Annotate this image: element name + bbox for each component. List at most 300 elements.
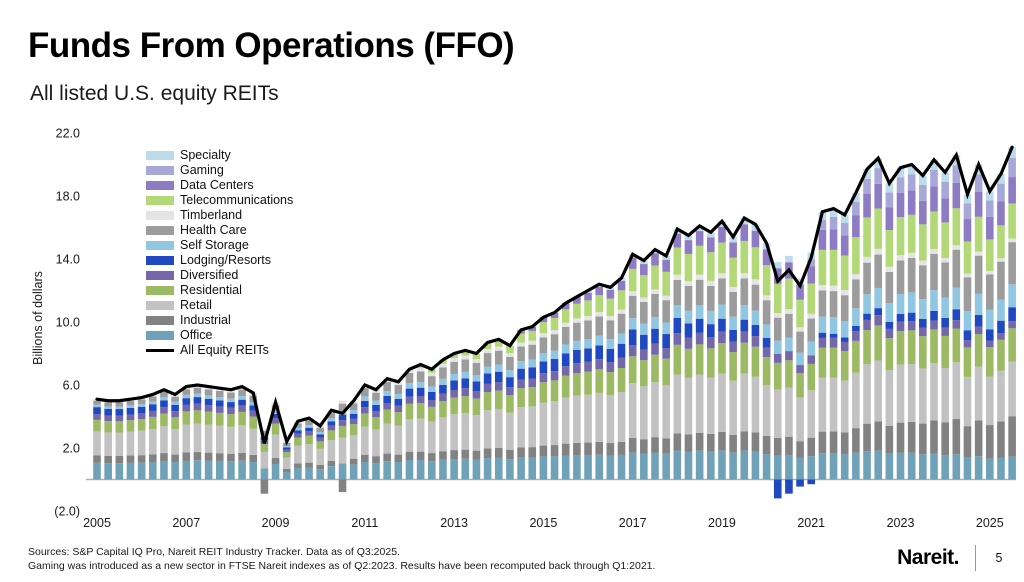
bar-segment-lodging-resorts [997, 321, 1005, 333]
bar-segment-industrial [406, 452, 414, 460]
bar-segment-lodging-resorts [874, 308, 882, 315]
bar-segment-residential [975, 334, 983, 366]
bar-segment-lodging-resorts [908, 313, 916, 321]
bar-segment-self-storage [238, 396, 246, 400]
bar-segment-retail [562, 398, 570, 444]
bar-segment-industrial [651, 437, 659, 452]
bar-segment-diversified [205, 405, 213, 412]
legend-label: Lodging/Resorts [180, 253, 272, 267]
bar-segment-diversified [473, 391, 481, 399]
bar-segment-retail [573, 396, 581, 443]
bar-segment-lodging-resorts [149, 404, 157, 411]
bar-segment-data-centers [908, 190, 916, 214]
bar-segment-office [863, 451, 871, 479]
bar-segment-lodging-resorts [439, 385, 447, 394]
bar-segment-data-centers [696, 231, 704, 246]
bar-segment-self-storage [807, 341, 815, 355]
bar-segment-data-centers [919, 201, 927, 225]
bar-segment-office [662, 453, 670, 479]
bar-segment-health-care [651, 294, 659, 317]
bar-segment-office [953, 454, 961, 479]
bar-segment-industrial [517, 447, 525, 457]
bar-segment-telecommunications [919, 224, 927, 260]
bar-segment-office [461, 459, 469, 480]
bar-segment-industrial [573, 443, 581, 455]
bar-segment-data-centers [1008, 177, 1016, 203]
x-tick-label: 2015 [529, 516, 558, 530]
bar-segment-diversified [718, 332, 726, 343]
bar-segment-office [640, 454, 648, 480]
bar-segment-residential [707, 348, 715, 377]
bar-segment-health-care [517, 347, 525, 362]
bar-segment-office [975, 456, 983, 479]
bar-segment-industrial [595, 442, 603, 455]
bar-segment-gaming [964, 203, 972, 219]
bar-segment-residential [182, 411, 190, 424]
bar-segment-diversified [607, 362, 615, 372]
bar-segment-industrial [975, 420, 983, 456]
bar-segment-health-care [897, 260, 905, 294]
bar-segment-lodging-resorts [696, 319, 704, 333]
bar-segment-self-storage [740, 305, 748, 319]
bar-segment-office [116, 463, 124, 479]
bar-segment-timberland [573, 318, 581, 322]
bar-segment-health-care [395, 385, 403, 394]
legend-color-swatch [146, 166, 174, 175]
bar-segment-self-storage [863, 294, 871, 313]
bar-segment-self-storage [93, 405, 101, 407]
bar-segment-health-care [138, 400, 146, 405]
bar-segment-self-storage [852, 308, 860, 326]
bar-segment-self-storage [819, 317, 827, 333]
bar-segment-health-care [528, 345, 536, 360]
bar-segment-health-care [540, 337, 548, 353]
bar-segment-timberland [674, 275, 682, 280]
bar-segment-industrial [941, 423, 949, 456]
bar-segment-telecommunications [752, 247, 760, 279]
bar-segment-timberland [562, 323, 570, 327]
bar-segment-lodging-resorts [484, 374, 492, 384]
bar-segment-retail [674, 375, 682, 434]
bar-segment-residential [551, 380, 559, 401]
bar-segment-office [807, 456, 815, 479]
legend-item-telecommunications [146, 193, 293, 208]
bar-segment-industrial [1008, 416, 1016, 456]
bar-segment-health-care [785, 314, 793, 338]
bar-segment-diversified [305, 431, 313, 435]
bar-segment-self-storage [138, 404, 146, 407]
bar-segment-industrial [540, 446, 548, 457]
bar-segment-residential [607, 372, 615, 395]
legend-item-gaming [146, 163, 293, 178]
legend-item-all-equity-reits [146, 343, 293, 358]
bar-segment-diversified [662, 348, 670, 359]
bar-segment-industrial [807, 438, 815, 457]
bar-segment-data-centers [729, 243, 737, 258]
bar-segment-health-care [127, 401, 135, 405]
bar-segment-health-care [473, 363, 481, 375]
bar-segment-telecommunications [740, 241, 748, 273]
bar-segment-gaming [997, 184, 1005, 202]
page-number-divider [975, 545, 976, 571]
bar-segment-timberland [785, 309, 793, 314]
bar-segment-industrial [361, 455, 369, 462]
bar-segment-industrial [417, 452, 425, 460]
bar-segment-timberland [685, 281, 693, 286]
bar-segment-retail [964, 377, 972, 426]
bar-segment-industrial [551, 445, 559, 456]
legend-line-swatch [146, 349, 174, 353]
bar-segment-lodging-resorts [194, 397, 202, 404]
bar-segment-diversified [830, 338, 838, 348]
bar-segment-industrial [93, 455, 101, 463]
y-tick-label: 2.0 [62, 441, 80, 456]
bar-segment-timberland [696, 275, 704, 280]
bar-segment-diversified [841, 342, 849, 351]
bar-segment-gaming [919, 185, 927, 201]
bar-segment-health-care [506, 357, 514, 370]
bar-segment-office [450, 459, 458, 479]
bar-segment-industrial [930, 420, 938, 453]
bar-segment-office [272, 464, 280, 480]
bar-segment-retail [975, 367, 983, 421]
bar-segment-timberland [707, 281, 715, 286]
bar-segment-retail [283, 458, 291, 469]
y-tick-label: 10.0 [55, 315, 80, 330]
bar-segment-self-storage [830, 317, 838, 334]
legend-item-specialty [146, 148, 293, 163]
legend-item-industrial [146, 313, 293, 328]
legend-color-swatch [146, 271, 174, 280]
bar-segment-industrial [238, 453, 246, 461]
bar-segment-retail [841, 380, 849, 432]
bar-segment-retail [718, 374, 726, 432]
bar-segment-lodging-resorts [551, 359, 559, 371]
bar-segment-industrial [618, 442, 626, 455]
bar-segment-office [763, 454, 771, 479]
bar-segment-industrial [852, 428, 860, 453]
bar-segment-residential [205, 412, 213, 425]
bar-segment-office [171, 462, 179, 479]
bar-segment-self-storage [227, 399, 235, 402]
bar-segment-lodging-resorts [707, 324, 715, 337]
bar-segment-office [361, 462, 369, 479]
bar-segment-office [651, 452, 659, 479]
bar-segment-lodging-resorts [450, 380, 458, 390]
bar-segment-industrial [116, 456, 124, 463]
bar-segment-diversified [506, 387, 514, 395]
bar-segment-self-storage [171, 402, 179, 405]
page-number: 5 [995, 551, 1003, 565]
bar-segment-lodging-resorts [339, 415, 347, 420]
bar-segment-timberland [807, 314, 815, 319]
bar-segment-self-storage [506, 370, 514, 377]
bar-segment-diversified [886, 329, 894, 338]
bar-segment-office [796, 458, 804, 480]
bar-segment-health-care [841, 295, 849, 321]
bar-segment-office [886, 453, 894, 479]
bar-segment-retail [328, 440, 336, 461]
legend-item-retail [146, 298, 293, 313]
bar-segment-lodging-resorts [216, 400, 224, 406]
bar-segment-lodging-resorts [238, 400, 246, 406]
bar-segment-timberland [540, 333, 548, 337]
bar-segment-office [551, 456, 559, 479]
bar-segment-office [506, 459, 514, 479]
bar-segment-telecommunications [785, 279, 793, 309]
bar-segment-residential [495, 391, 503, 409]
bar-segment-retail [874, 360, 882, 421]
bar-segment-residential [406, 404, 414, 419]
bar-segment-office [819, 453, 827, 479]
bar-segment-retail [116, 432, 124, 455]
bar-segment-health-care [629, 296, 637, 318]
bar-segment-self-storage [874, 288, 882, 308]
bar-segment-data-centers [640, 264, 648, 275]
bar-segment-timberland [964, 274, 972, 278]
y-tick-label: (2.0) [54, 504, 80, 519]
bar-segment-health-care [975, 256, 983, 294]
bar-segment-industrial [819, 432, 827, 454]
bar-segment-timberland [417, 368, 425, 372]
bar-segment-self-storage [964, 311, 972, 330]
bar-segment-health-care [718, 278, 726, 304]
bar-segment-telecommunications [595, 295, 603, 312]
bar-segment-gaming [941, 182, 949, 198]
bar-segment-retail [350, 435, 358, 459]
bar-segment-office [383, 461, 391, 479]
bar-segment-diversified [685, 338, 693, 349]
bar-segment-diversified [763, 347, 771, 357]
page-title: Funds From Operations (FFO) [28, 26, 515, 65]
bar-segment-health-care [986, 274, 994, 309]
bar-segment-retail [372, 429, 380, 456]
bar-segment-retail [830, 378, 838, 432]
bar-segment-data-centers [595, 287, 603, 295]
y-tick-label: 6.0 [62, 378, 80, 393]
bar-segment-telecommunications [975, 217, 983, 252]
legend-item-health-care [146, 223, 293, 238]
bar-segment-self-storage [149, 401, 157, 404]
bar-segment-data-centers [819, 230, 827, 250]
bar-segment-timberland [450, 358, 458, 362]
bar-segment-timberland [863, 257, 871, 263]
bar-segment-self-storage [997, 300, 1005, 321]
bar-segment-retail [807, 390, 815, 437]
bar-segment-gaming [830, 217, 838, 229]
bar-segment-residential [395, 412, 403, 425]
bar-segment-negative-industrial [261, 480, 269, 494]
bar-segment-office [919, 454, 927, 479]
bar-segment-office [752, 452, 760, 480]
bar-segment-office [997, 458, 1005, 480]
bar-segment-health-care [116, 402, 124, 406]
bar-segment-health-care [205, 389, 213, 395]
bar-segment-health-care [997, 262, 1005, 300]
bar-segment-diversified [629, 345, 637, 356]
bar-segment-data-centers [930, 187, 938, 212]
bar-segment-self-storage [718, 305, 726, 319]
x-tick-label: 2017 [618, 516, 647, 530]
bar-segment-timberland [718, 273, 726, 278]
legend-label: Specialty [180, 148, 231, 162]
bar-segment-telecommunications [908, 215, 916, 253]
bar-segment-lodging-resorts [718, 319, 726, 332]
bar-segment-gaming [908, 174, 916, 190]
bar-segment-office [328, 466, 336, 479]
bar-segment-retail [763, 385, 771, 436]
bar-segment-industrial [707, 434, 715, 452]
bar-segment-industrial [350, 459, 358, 465]
bar-segment-industrial [372, 456, 380, 463]
bar-segment-gaming [886, 193, 894, 208]
bar-segment-lodging-resorts [104, 409, 112, 416]
bar-segment-industrial [428, 453, 436, 461]
bar-segment-office [852, 453, 860, 480]
bar-segment-diversified [752, 336, 760, 347]
bar-segment-telecommunications [573, 304, 581, 319]
bar-segment-retail [908, 364, 916, 422]
bar-segment-lodging-resorts [975, 315, 983, 327]
bar-segment-telecommunications [674, 248, 682, 275]
bar-segment-industrial [227, 454, 235, 462]
bar-segment-industrial [718, 432, 726, 451]
bar-segment-industrial [495, 448, 503, 458]
bar-segment-residential [506, 395, 514, 412]
bar-segment-residential [752, 347, 760, 377]
x-tick-label: 2023 [886, 516, 915, 530]
bar-segment-residential [1008, 328, 1016, 361]
bar-segment-retail [450, 414, 458, 450]
bar-segment-health-care [484, 353, 492, 366]
bar-segment-timberland [841, 290, 849, 295]
bar-segment-office [104, 463, 112, 479]
bar-segment-health-care [729, 292, 737, 317]
bar-segment-lodging-resorts [595, 345, 603, 359]
bar-segment-health-care [439, 367, 447, 378]
bar-segment-data-centers [662, 260, 670, 272]
bar-segment-timberland [618, 310, 626, 314]
bar-segment-residential [272, 424, 280, 435]
bar-segment-diversified [584, 362, 592, 372]
y-tick-label: 22.0 [55, 126, 80, 141]
bar-segment-residential [662, 359, 670, 386]
bar-segment-office [339, 463, 347, 479]
bar-segment-health-care [740, 279, 748, 306]
x-tick-label: 2009 [261, 516, 290, 530]
bar-segment-residential [874, 325, 882, 360]
bar-segment-health-care [607, 320, 615, 339]
bar-segment-retail [886, 370, 894, 426]
bar-segment-industrial [316, 465, 324, 469]
bar-segment-residential [618, 368, 626, 392]
bar-segment-diversified [551, 371, 559, 380]
bar-segment-timberland [941, 258, 949, 262]
bar-segment-diversified [874, 315, 882, 325]
bar-segment-office [629, 453, 637, 480]
bar-segment-retail [528, 406, 536, 447]
bar-segment-lodging-resorts [283, 447, 291, 449]
bar-segment-retail [495, 409, 503, 448]
legend-label: Data Centers [180, 178, 254, 192]
bar-segment-diversified [953, 320, 961, 328]
bar-segment-telecommunications [830, 250, 838, 286]
bar-segment-self-storage [1008, 284, 1016, 307]
bar-segment-diversified [93, 414, 101, 420]
bar-segment-data-centers [941, 198, 949, 222]
bar-segment-retail [216, 426, 224, 453]
brand-block [897, 543, 1006, 573]
bar-segment-industrial [127, 456, 135, 463]
bar-segment-health-care [886, 272, 894, 303]
bar-segment-self-storage [205, 395, 213, 398]
legend-label: Health Care [180, 223, 247, 237]
bar-segment-diversified [707, 337, 715, 348]
bar-segment-negative-lodging-resorts [796, 480, 804, 487]
bar-segment-office [428, 461, 436, 479]
bar-segment-self-storage [406, 383, 414, 388]
bar-segment-residential [584, 372, 592, 395]
bar-segment-telecommunications [953, 208, 961, 245]
bar-segment-lodging-resorts [495, 372, 503, 383]
bar-segment-retail [361, 427, 369, 455]
bar-segment-health-care [752, 285, 760, 311]
x-tick-label: 2025 [975, 516, 1004, 530]
footer-notes [28, 545, 655, 573]
bar-segment-residential [383, 410, 391, 424]
bar-segment-lodging-resorts [986, 329, 994, 340]
bar-segment-timberland [461, 355, 469, 359]
bar-segment-health-care [930, 254, 938, 290]
bar-segment-self-storage [473, 375, 481, 381]
bar-segment-office [283, 472, 291, 480]
bar-segment-self-storage [595, 336, 603, 346]
bar-segment-self-storage [283, 446, 291, 448]
bar-segment-health-care [171, 397, 179, 402]
bar-segment-telecommunications [874, 208, 882, 248]
bar-segment-retail [863, 364, 871, 424]
bar-segment-industrial [662, 438, 670, 453]
bar-segment-negative-lodging-resorts [774, 480, 782, 499]
bar-segment-diversified [361, 407, 369, 413]
bar-segment-office [372, 463, 380, 479]
bar-segment-telecommunications [807, 283, 815, 313]
bar-segment-self-storage [696, 305, 704, 318]
bar-segment-lodging-resorts [540, 361, 548, 373]
bar-segment-lodging-resorts [160, 400, 168, 407]
bar-segment-lodging-resorts [852, 326, 860, 331]
bar-segment-diversified [908, 321, 916, 330]
bar-segment-office [540, 457, 548, 480]
bar-segment-residential [852, 341, 860, 373]
bar-segment-retail [506, 413, 514, 450]
bar-segment-residential [138, 419, 146, 431]
bar-segment-retail [171, 429, 179, 454]
bar-segment-industrial [395, 455, 403, 462]
bar-segment-telecommunications [863, 217, 871, 256]
bar-segment-timberland [595, 312, 603, 316]
bar-segment-timberland [506, 353, 514, 357]
bar-segment-lodging-resorts [841, 337, 849, 341]
bar-segment-telecommunications [540, 322, 548, 333]
bar-segment-health-care [964, 277, 972, 311]
legend-color-swatch [146, 286, 174, 295]
bar-segment-health-care [807, 319, 815, 342]
bar-segment-self-storage [551, 351, 559, 359]
bar-segment-timberland [629, 291, 637, 295]
bar-segment-diversified [316, 438, 324, 442]
legend-color-swatch [146, 181, 174, 190]
